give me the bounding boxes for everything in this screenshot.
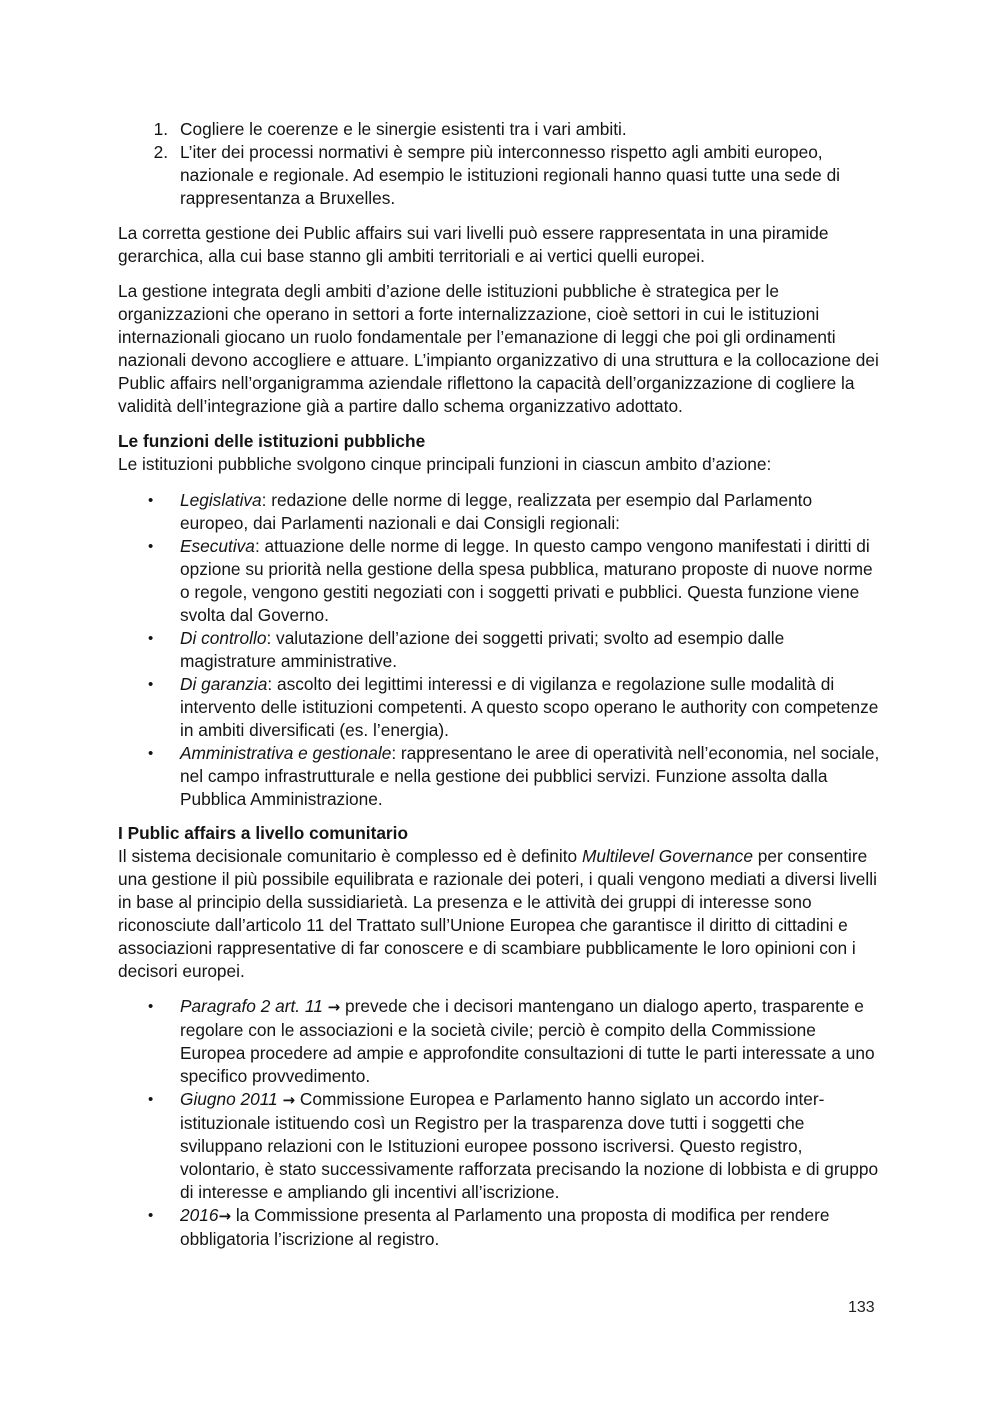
term: Amministrativa e gestionale	[180, 743, 392, 763]
bullet-icon: •	[148, 745, 154, 762]
list-item	[118, 995, 880, 1088]
bullet-icon: •	[148, 538, 154, 555]
arrow-right-icon: →	[218, 1207, 232, 1225]
bullet-icon: •	[148, 492, 154, 509]
eu-list	[118, 995, 880, 1251]
list-item	[118, 673, 880, 742]
numbered-list	[118, 118, 880, 210]
bullet-icon: •	[148, 676, 154, 693]
term: Esecutiva	[180, 536, 255, 556]
description: Commissione Europea e Parlamento hanno siglato un accordo inter-istituzionale istituendo così un Registro per la trasparenza dove tutti i soggetti che sviluppano relazioni con le Istituzioni europee possono iscriversi. Questo registro, volontario, è stato successivamente rafforzata precisando la nozione di lobbista e di gruppo di interesse e ampliando gli incentivi all’iscrizione.	[180, 1089, 879, 1202]
paragraph: La gestione integrata degli ambiti d’azione delle istituzioni pubbliche è strategica per le organizzazioni che operano in settori a forte internalizzazione, cioè settori in cui le istituzioni internazionali giocano un ruolo fondamentale per l’emanazione di leggi che poi gli ordinamenti nazionali devono accogliere e attuare. L’impianto organizzativo di una struttura e la collocazione dei Public affairs nell’organigramma aziendale riflettono la capacità dell’organizzazione di cogliere la validità dell’integrazione già a partire dallo schema organizzativo adottato.	[118, 281, 879, 416]
section-heading: I Public affairs a livello comunitario	[118, 823, 409, 843]
list-item-text: Cogliere le coerenze e le sinergie esistenti tra i vari ambiti.	[180, 119, 627, 139]
description: : rappresentano le aree di operatività nell’economia, nel sociale, nel campo infrastrutturale e nella gestione dei pubblici servizi. Funzione assolta dalla Pubblica Amministrazione.	[180, 743, 880, 809]
bullet-icon: •	[148, 630, 154, 647]
term: Legislativa	[180, 490, 262, 510]
bullet-icon: •	[148, 1091, 154, 1108]
term: 2016	[180, 1205, 219, 1225]
description: : ascolto dei legittimi interessi e di vigilanza e regolazione sulle modalità di intervento delle istituzioni competenti. A questo scopo operano le authority con competenze in ambiti diversificati (es. l’energia).	[180, 674, 879, 740]
arrow-right-icon: →	[282, 1091, 296, 1109]
list-item: 1. Cogliere le coerenze e le sinergie esistenti tra i vari ambiti.	[153, 119, 627, 139]
description: prevede che i decisori mantengano un dialogo aperto, trasparente e regolare con le associazioni e la società civile; perciò è compito della Commissione Europea procedere ad ampie e approfondite consultazioni di tutte le parti interessate a uno specifico provvedimento.	[180, 996, 875, 1086]
list-item	[118, 627, 880, 673]
description: : attuazione delle norme di legge. In questo campo vengono manifestati i diritti di opzione su priorità nella gestione della spesa pubblica, maturano proposte di nuove norme o regole, vengono gestiti negoziati con i soggetti privati e pubblici. Questa funzione viene svolta dal Governo.	[180, 536, 873, 625]
list-item: 2. L’iter dei processi normativi è sempre più interconnesso rispetto agli ambiti europeo, nazionale e regionale. Ad esempio le istituzioni regionali hanno quasi tutte una sede di rappresentanza a Bruxelles.	[153, 142, 841, 208]
bullet-icon: •	[148, 1207, 154, 1224]
section-heading: Le funzioni delle istituzioni pubbliche	[118, 431, 426, 451]
section-intro: Le istituzioni pubbliche svolgono cinque principali funzioni in ciascun ambito d’azione:	[118, 454, 772, 474]
functions-list	[118, 489, 880, 811]
term: Paragrafo 2 art. 11	[180, 996, 323, 1016]
term: Multilevel Governance	[581, 846, 753, 866]
section-intro: Il sistema decisionale comunitario è complesso ed è definito Multilevel Governance per consentire una gestione il più possibile equilibrata e razionale dei poteri, i quali vengono mediati a diversi livelli in base al principio della sussidiarietà. La presenza e le attività dei gruppi di interesse sono riconosciute dall’articolo 11 del Trattato sull’Unione Europea che garantisce il diritto di cittadini e associazioni rappresentative di far conoscere e di scambiare pubblicamente le loro opinioni con i decisori europei.	[118, 846, 877, 981]
list-item	[118, 489, 880, 535]
term: Di controllo	[180, 628, 267, 648]
list-item	[118, 1204, 880, 1251]
term: Di garanzia	[180, 674, 268, 694]
list-item	[118, 742, 880, 811]
description: : valutazione dell’azione dei soggetti privati; svolto ad esempio dalle magistrature amministrative.	[180, 628, 785, 671]
document-page	[118, 118, 880, 1262]
bullet-icon: •	[148, 998, 154, 1015]
description: : redazione delle norme di legge, realizzata per esempio dal Parlamento europeo, dai Parlamenti nazionali e dai Consigli regionali:	[180, 490, 813, 533]
list-item	[118, 1088, 880, 1204]
list-item-text: L’iter dei processi normativi è sempre più interconnesso rispetto agli ambiti europeo, nazionale e regionale. Ad esempio le istituzioni regionali hanno quasi tutte una sede di rappresentanza a Bruxelles.	[180, 142, 841, 208]
page-number: 133	[848, 1299, 875, 1316]
description: la Commissione presenta al Parlamento una proposta di modifica per rendere obbligatoria l’iscrizione al registro.	[180, 1205, 830, 1249]
arrow-right-icon: →	[327, 998, 341, 1016]
list-item	[118, 535, 880, 627]
paragraph: La corretta gestione dei Public affairs sui vari livelli può essere rappresentata in una piramide gerarchica, alla cui base stanno gli ambiti territoriali e ai vertici quelli europei.	[118, 223, 829, 266]
term: Giugno 2011	[180, 1089, 278, 1109]
